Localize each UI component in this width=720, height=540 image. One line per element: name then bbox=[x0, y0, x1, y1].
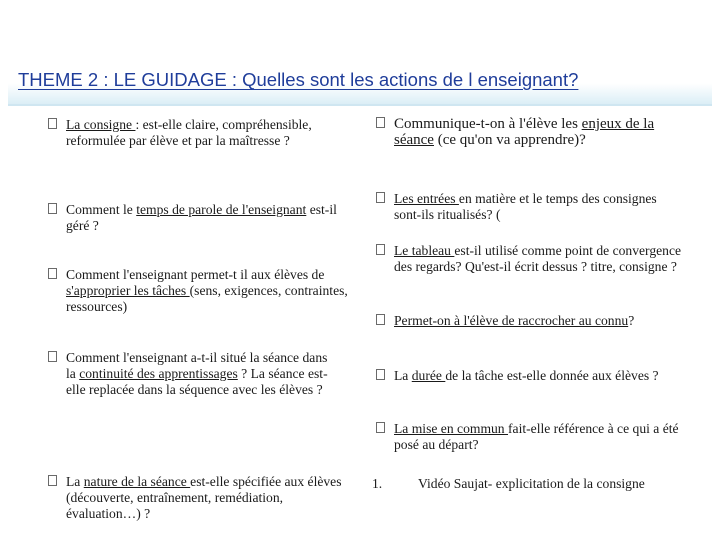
list-item bbox=[48, 474, 353, 522]
item-text: La mise en commun fait-elle référence à ce qui a été posé au départ? bbox=[394, 421, 679, 452]
square-bullet-icon bbox=[376, 244, 385, 255]
item-text: Le tableau est-il utilisé comme point de convergence des regards? Qu'est-il écrit dessus ? titre, consigne ? bbox=[394, 243, 682, 274]
item-text: Permet-on à l'élève de raccrocher au connu? bbox=[394, 313, 635, 328]
square-bullet-icon bbox=[376, 117, 385, 128]
item-text: Comment le temps de parole de l'enseignant est-il géré ? bbox=[66, 202, 337, 233]
square-bullet-icon bbox=[376, 192, 385, 203]
numbered-item bbox=[372, 476, 672, 492]
list-item bbox=[376, 313, 676, 329]
item-number: 1. bbox=[372, 476, 383, 491]
item-text: Comment l'enseignant a-t-il situé la séance dans la continuité des apprentissages ? La séance est-elle replacée dans la séquence avec les élèves ? bbox=[66, 350, 328, 397]
square-bullet-icon bbox=[376, 314, 385, 325]
list-item bbox=[376, 191, 676, 223]
list-item bbox=[376, 243, 684, 275]
item-text: La consigne : est-elle claire, compréhensible, reformulée par élève et par la maîtresse ? bbox=[66, 117, 312, 148]
list-item bbox=[376, 116, 672, 148]
item-text: Comment l'enseignant permet-t il aux élèves de s'approprier les tâches (sens, exigences, contraintes, ressources) bbox=[66, 267, 348, 314]
square-bullet-icon bbox=[48, 203, 57, 214]
list-item bbox=[48, 202, 348, 234]
list-item bbox=[48, 350, 338, 398]
item-text: Communique-t-on à l'élève les enjeux de la séance (ce qu'on va apprendre)? bbox=[394, 116, 655, 148]
square-bullet-icon bbox=[48, 351, 57, 362]
list-item bbox=[376, 421, 686, 453]
square-bullet-icon bbox=[376, 369, 385, 380]
item-text: La nature de la séance est-elle spécifiée aux élèves (découverte, entraînement, remédiation, évaluation…) ? bbox=[66, 474, 342, 521]
item-text: Les entrées en matière et le temps des consignes sont-ils ritualisés? ( bbox=[394, 191, 657, 222]
list-item bbox=[48, 267, 348, 315]
list-item bbox=[376, 368, 686, 384]
item-text: Vidéo Saujat- explicitation de la consigne bbox=[418, 476, 645, 491]
list-item bbox=[48, 117, 353, 149]
square-bullet-icon bbox=[48, 268, 57, 279]
square-bullet-icon bbox=[376, 422, 385, 433]
slide-title: THEME 2 : LE GUIDAGE : Quelles sont les actions de l enseignant? bbox=[18, 69, 579, 90]
square-bullet-icon bbox=[48, 118, 57, 129]
item-text: La durée de la tâche est-elle donnée aux élèves ? bbox=[394, 368, 659, 383]
square-bullet-icon bbox=[48, 475, 57, 486]
